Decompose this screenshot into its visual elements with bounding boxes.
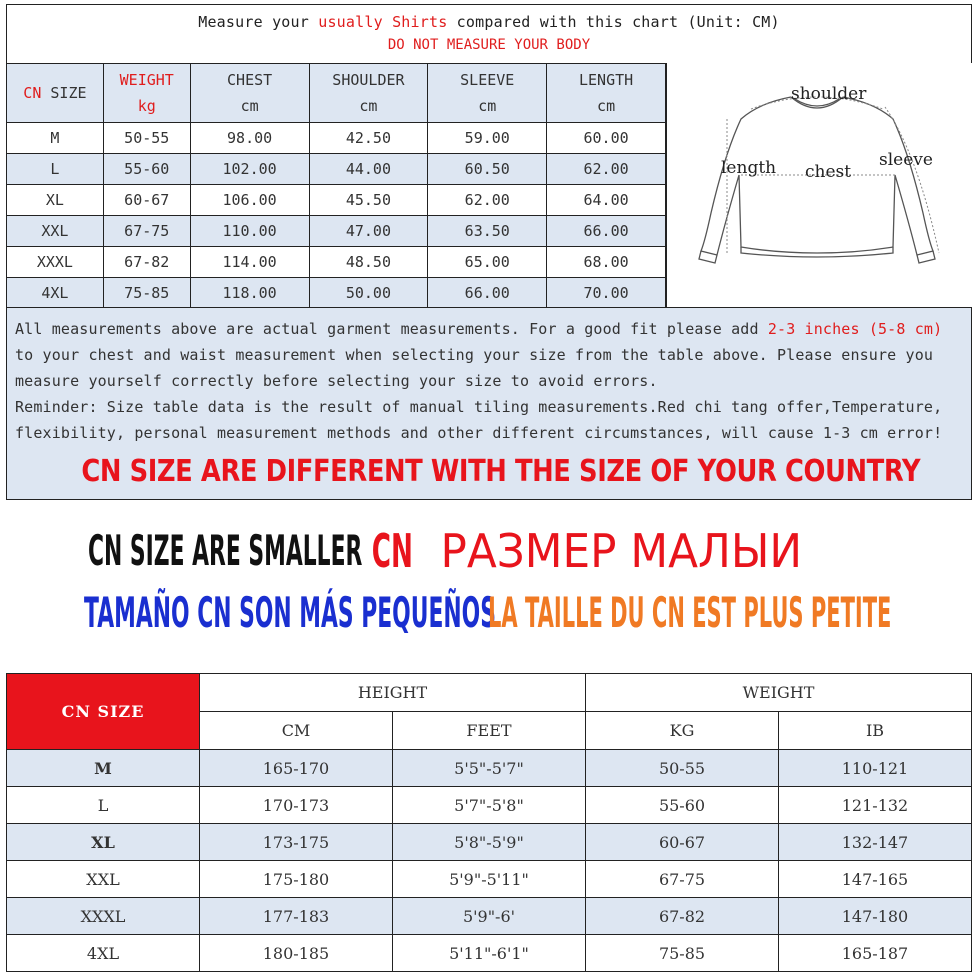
shirt-outline-icon xyxy=(667,63,972,307)
label-chest: chest xyxy=(805,162,852,182)
note-fit-highlight: 2-3 inches (5-8 cm) xyxy=(767,320,943,338)
col-weight: WEIGHT xyxy=(586,674,972,712)
table-header-row xyxy=(7,64,666,123)
banner-english: CN SIZE ARE SMALLER xyxy=(88,526,363,575)
table-header-row xyxy=(7,674,972,712)
label-sleeve: sleeve xyxy=(879,150,933,170)
table-row: XXL 67-75 110.00 47.00 63.50 66.00 xyxy=(7,216,666,247)
table-row: L 170-173 5'7"-5'8" 55-60 121-132 xyxy=(7,787,972,824)
measurement-notes xyxy=(7,307,971,499)
multilingual-size-banner xyxy=(0,510,978,650)
label-shoulder: shoulder xyxy=(791,84,867,104)
table-row: M 165-170 5'5"-5'7" 50-55 110-121 xyxy=(7,750,972,787)
col-ib: IB xyxy=(779,712,972,750)
table-row: 4XL 180-185 5'11"-6'1" 75-85 165-187 xyxy=(7,935,972,972)
col-feet: FEET xyxy=(393,712,586,750)
banner-french: LA TAILLE DU CN EST PLUS PETITE xyxy=(488,588,892,637)
shirt-diagram xyxy=(666,63,972,307)
col-weight: WEIGHT kg xyxy=(103,64,190,123)
banner-russian: CN РАЗМЕР МАЛЫИ xyxy=(371,524,803,578)
shirt-size-chart xyxy=(6,4,972,500)
note-reminder: Reminder: Size table data is the result of manual tiling measurements.Red chi tang offer,Temperature, flexibility, personal measurement methods and other different circumstances, will cause 1-3 cm error! xyxy=(15,398,943,442)
note-fit: All measurements above are actual garment measurements. For a good fit please add 2-3 inches (5-8 cm) to your chest and waist measurement when selecting your size from the table above. Please ensure you measure yourself correctly before selecting your size to avoid errors. xyxy=(15,320,943,390)
table-row: XXXL 177-183 5'9"-6' 67-82 147-180 xyxy=(7,898,972,935)
table-row: M 50-55 98.00 42.50 59.00 60.00 xyxy=(7,123,666,154)
table-row: XXL 175-180 5'9"-5'11" 67-75 147-165 xyxy=(7,861,972,898)
label-length: length xyxy=(721,158,777,178)
table-row: L 55-60 102.00 44.00 60.50 62.00 xyxy=(7,154,666,185)
chart-header xyxy=(7,5,971,64)
col-height: HEIGHT xyxy=(200,674,586,712)
size-difference-warning: CN SIZE ARE DIFFERENT WITH THE SIZE OF YOUR COUNTRY xyxy=(81,454,921,489)
garment-measurement-table xyxy=(7,63,666,309)
table-row: XL 60-67 106.00 45.50 62.00 64.00 xyxy=(7,185,666,216)
header-warning: DO NOT MEASURE YOUR BODY xyxy=(387,37,591,53)
banner-spanish: TAMAÑO CN SON MÁS PEQUEÑOS xyxy=(84,588,496,637)
col-chest: CHEST cm xyxy=(190,64,309,123)
col-cn-size: CN SIZE xyxy=(7,674,200,750)
height-weight-table xyxy=(6,673,972,972)
col-cn-size: CN SIZE xyxy=(7,64,103,123)
header-highlight: usually Shirts xyxy=(318,13,448,31)
table-row: 4XL 75-85 118.00 50.00 66.00 70.00 xyxy=(7,278,666,309)
col-sleeve: SLEEVE cm xyxy=(428,64,547,123)
header-instruction: Measure your usually Shirts compared with this chart (Unit: CM) xyxy=(198,13,780,31)
col-kg: KG xyxy=(586,712,779,750)
col-length: LENGTH cm xyxy=(547,64,666,123)
col-shoulder: SHOULDER cm xyxy=(309,64,428,123)
table-row: XXXL 67-82 114.00 48.50 65.00 68.00 xyxy=(7,247,666,278)
table-row: XL 173-175 5'8"-5'9" 60-67 132-147 xyxy=(7,824,972,861)
col-cm: CM xyxy=(200,712,393,750)
